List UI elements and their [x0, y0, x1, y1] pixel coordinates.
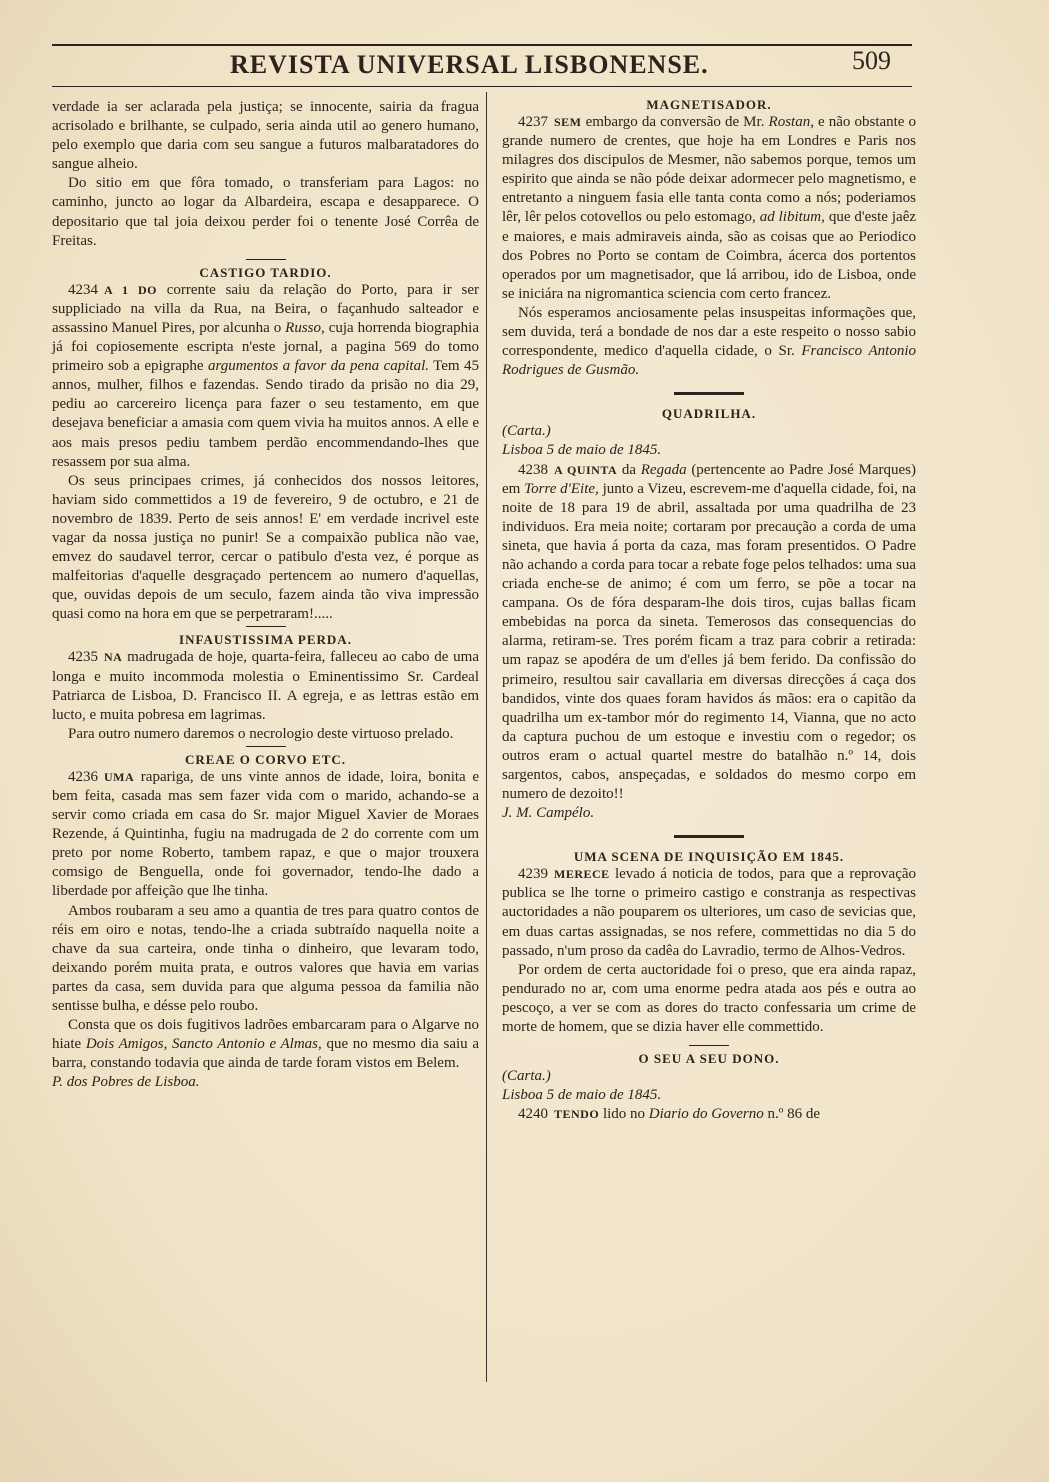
article-number-4236: 4236 [68, 768, 98, 785]
text-run: que d'este jaêz e maiores, e mais admiraveis ainda, são as coisas que ao Periodico dos Pobres no Porto se contam de Coimbra, ácerca dos portentos operados por um magnetisador, que lá arribou, ido de Lisboa, onde se iniciára na nigromantica sciencia com certo francez. [502, 209, 917, 302]
text-run: rapariga, de uns vinte annos de idade, loira, bonita e bem feita, casada mas sem fazer vida com o marido, achando-se a servir como criada em casa do Sr. major Miguel Xavier de Moraes Rezende, á Quintinha, fugiu na madrugada de 2 do corrente com um preto por nome Roberto, tambem rapaz, e que o major trouxera comsigo de Benguella, onde foi governador, tendo-lhe dado a liberdade por affeição que lhe tinha. [52, 768, 479, 900]
text-run: Consta que os dois fugitivos ladrões embarcaram para o Algarve no hiate [52, 1017, 479, 1053]
lead-word: MERECE [554, 867, 610, 882]
place-name: Torre d'Eite, [524, 480, 599, 497]
article-4234-paragraph-2: Os seus principaes crimes, já conhecidos dos nossos leitores, haviam sido commettidos a 19 de fevereiro, 9 de octubro, e 21 de novembro de 1839. Perto de seis annos! E' em verdade incrivel este vagar da nossa justiça no punir! Se a compaixão publica não vae, emvez do saudavel terror, cercar o patibulo d'esta vez, é porque as malfeitorias d'aquelle desgraçado pertencem ao numero d'aquellas, que, ouvidas depois de um seculo, fazem ainda tão viva impressão quasi como na hora em que se perpetraram!..... [52, 472, 479, 623]
article-heading-4236: CREAE O CORVO ETC. [184, 751, 347, 767]
dateline-4238: Lisboa 5 de maio de 1845. [502, 442, 662, 459]
left-column [52, 98, 479, 1093]
signature-4236: P. dos Pobres de Lisboa. [52, 1074, 200, 1091]
separator-long [674, 392, 744, 395]
article-heading-4235: INFAUSTISSIMA PERDA. [179, 632, 352, 648]
epigraph-text: argumentos a favor da pena capital. [207, 358, 429, 375]
text-run: Tem 45 annos, mulher, filhos e fazendas. Sendo tirado da prisão no dia 29, pediu ao carcereiro licença para fazer o seu testamento, em que desejava beneficiar a amasia com quem vivia ha muitos annos. A elle e aos mais presos pediu tambem perdão encommendando-lhes que resassem por sua alma. [52, 358, 479, 470]
article-4240-paragraph-1 [502, 1105, 916, 1124]
text-run: corrente saiu da relação do Porto, para ir ser suppliciado na villa da Rua, na Beira, o façanhudo salteador e assassino Manuel Pires, por alcunha o [52, 281, 479, 336]
article-number-4234: 4234 [68, 281, 98, 298]
right-column [502, 96, 916, 1124]
lead-word: A QUINTA [554, 462, 618, 477]
column-divider [486, 92, 487, 1382]
article-4239-paragraph-1 [502, 865, 916, 960]
text-run: e não obstante o grande numero de crentes, que hoje ha em Londres e Paris nos milagres dos discipulos de Mesmer, não sabemos porque, temos um espirito que ainda se não póde deixar adormecer pelo magnetismo, e entretanto a ninguem fasia elle tanta conta como a nós; poderiamos lêr, lêr pelos cotovellos ou pelo estomago, [502, 114, 917, 226]
article-4234-paragraph-1 [52, 281, 479, 472]
text-run: (pertencente ao Padre José Marques) em [502, 461, 916, 497]
article-number-4239: 4239 [518, 866, 548, 883]
header-rule [52, 86, 912, 87]
text-run: madrugada de hoje, quarta-feira, falleceu ao cabo de uma longa e muito incommoda molestia o Eminentissimo Sr. Cardeal Patriarca de Lisboa, D. Francisco II. A egreja, e as lettras estão em lucto, e muita pobresa em lagrimas. [52, 649, 480, 723]
article-4236-paragraph-2: Ambos roubaram a seu amo a quantia de tres para quatro contos de réis em oiro e notas, tendo-lhe a criada subtraído naquella noite a chave da sua carteira, onde tinha o dinheiro, que levaram todo, deixando porém muita prata, e outros valores que havia em varias partes da casa, sem duvida para que alguma pessoa da familia não sentisse bulha, e désse pelo roubo. [52, 902, 479, 1015]
article-number-4237: 4237 [518, 114, 548, 130]
lead-word: UMA [104, 769, 135, 784]
article-heading-4239: UMA SCENA DE INQUISIÇÃO EM 1845. [573, 849, 845, 865]
letter-label: (Carta.) [502, 423, 551, 440]
text-run: Nós esperamos anciosamente pelas insuspeitas informações que, sem duvida, terá a bondade de nos dar a este respeito o nosso sabio correspondente, medico d'aquella cidade, o Sr. [502, 304, 916, 360]
text-run: n.º 86 de [767, 1106, 821, 1123]
article-heading-4240: O SEU A SEU DONO. [638, 1051, 780, 1067]
article-number-4235: 4235 [68, 649, 98, 666]
article-4235-paragraph-2: Para outro numero daremos o necrologio deste virtuoso prelado. [68, 725, 454, 742]
text-run: levado á noticia de todos, para que a reprovação publica se lhe torne o primeiro castigo e constranja as respectivas auctoridades a não pouparem os ulteriores, um caso de sevicias que, em duas cartas assignadas, se nos refere, commettidas no dia 5 do passado, n'um proso da cadêa do Lavradio, termo de Alhos-Vedros. [502, 866, 917, 959]
masthead-title: REVISTA UNIVERSAL LISBONENSE. [230, 50, 709, 79]
separator [246, 259, 286, 260]
article-heading-4238: QUADRILHA. [661, 406, 757, 422]
separator [246, 746, 286, 747]
article-heading-4237: MAGNETISADOR. [646, 97, 772, 112]
article-4236-paragraph-3 [52, 1016, 479, 1073]
lead-word: TENDO [554, 1107, 600, 1122]
text-run: cuja horrenda biographia já foi copiosemente escripta n'este jornal, a pagina 569 do tomo primeiro sob a epigraphe [52, 319, 479, 375]
doctor-name: Francisco Antonio Rodrigues de Gusmão. [502, 343, 916, 379]
dateline-4240: Lisboa 5 de maio de 1845. [502, 1087, 662, 1104]
article-number-4240: 4240 [518, 1106, 548, 1123]
article-4239-paragraph-2: Por ordem de certa auctoridade foi o preso, que era ainda rapaz, pendurado no ar, com uma enorme pedra atada aos pés e outra ao pescoço, a ver se com as dores do tracto confessaria um crime de morte de homem, que se dizia haver elle commettido. [502, 961, 916, 1036]
latin-phrase: ad libitum, [759, 209, 825, 226]
newspaper-name: Diario do Governo [648, 1106, 764, 1123]
ship-name: Dois Amigos, Sancto Antonio e Almas, [85, 1036, 322, 1053]
continued-paragraph-1: verdade ia ser aclarada pela justiça; se innocente, sairia da fragua acrisolado e brilhante, se culpado, seria ainda util ao genero humano, pelo exemplo que daria com seu sangue a futuros malbaratadores do sangue alheio. [52, 99, 479, 173]
alias-text: Russo, [285, 319, 325, 336]
person-name: Rostan, [768, 114, 814, 130]
signature-4238: J. M. Campélo. [502, 805, 595, 822]
separator-long [674, 835, 744, 838]
separator [689, 1045, 729, 1046]
continued-paragraph-2: Do sitio em que fôra tomado, o transferiam para Lagos: no caminho, juncto ao logar da Albardeira, escapa e desapparece. O depositario que tal joia deixou perder foi o tenente José Corrêa de Freitas. [52, 175, 479, 249]
lead-word: A 1 DO [104, 282, 157, 297]
letter-label: (Carta.) [502, 1068, 551, 1085]
article-4235-paragraph-1 [52, 648, 479, 724]
article-4237-paragraph-2 [502, 304, 916, 380]
page-number: 509 [852, 46, 891, 75]
top-rule [52, 44, 912, 46]
article-4237-paragraph-1 [502, 113, 916, 304]
text-run: embargo da conversão de Mr. [585, 114, 765, 130]
article-number-4238: 4238 [518, 461, 548, 478]
text-run: que no mesmo dia saiu a barra, constando todavia que ainda de tarde foram vistos em Belem. [52, 1036, 479, 1072]
lead-word: SEM [554, 115, 582, 129]
text-run: da [621, 461, 637, 478]
article-4238-paragraph-1 [502, 461, 916, 805]
article-4236-paragraph-1 [52, 768, 479, 902]
text-run: lido no [602, 1106, 646, 1123]
article-heading-4234: CASTIGO TARDIO. [199, 264, 332, 280]
lead-word: NA [104, 650, 123, 665]
place-name: Regada [640, 461, 687, 478]
text-run: junto a Vizeu, escrevem-me d'aquella cidade, foi, na noite de 18 para 19 de abril, assaltada por uma quadrilha de 23 individuos. Era meia noite; cortaram por precaução a corda de uma sineta, que havia á porta da caza, mas foram presentidos. O Padre não achando a corda para tocar a rebate foge pelos telhados: uma sua criada enche-se de animo; é com um ferro, se põe a tocar na campana. Os de fóra desparam-lhe dois tiros, cujas ballas ficam embebidas na porca da sineta. Temerosos das consequencias do alarma, retiram-se. Tres porém ficam a traz para cobrir a retirada: um rapaz se apodéra de um d'elles já bem ferido. Da confissão do primeiro, resultou sair cavallaria em diversas direcções á caça dos bandidos, vinte dos quaes foram havidos ás mãos: era o capitão da quadrilha um ex-tambor mór do regimento 14, Vianna, que no acto da captura puchou de um estoque e investiu com o regedor; os outros eram o actual quartel mestre do batalhão n.º 14, dois sargentos, cabos, anspeçadas, e soldados do mesmo corpo em numero de dezoito!! [502, 480, 917, 803]
separator [246, 626, 286, 627]
